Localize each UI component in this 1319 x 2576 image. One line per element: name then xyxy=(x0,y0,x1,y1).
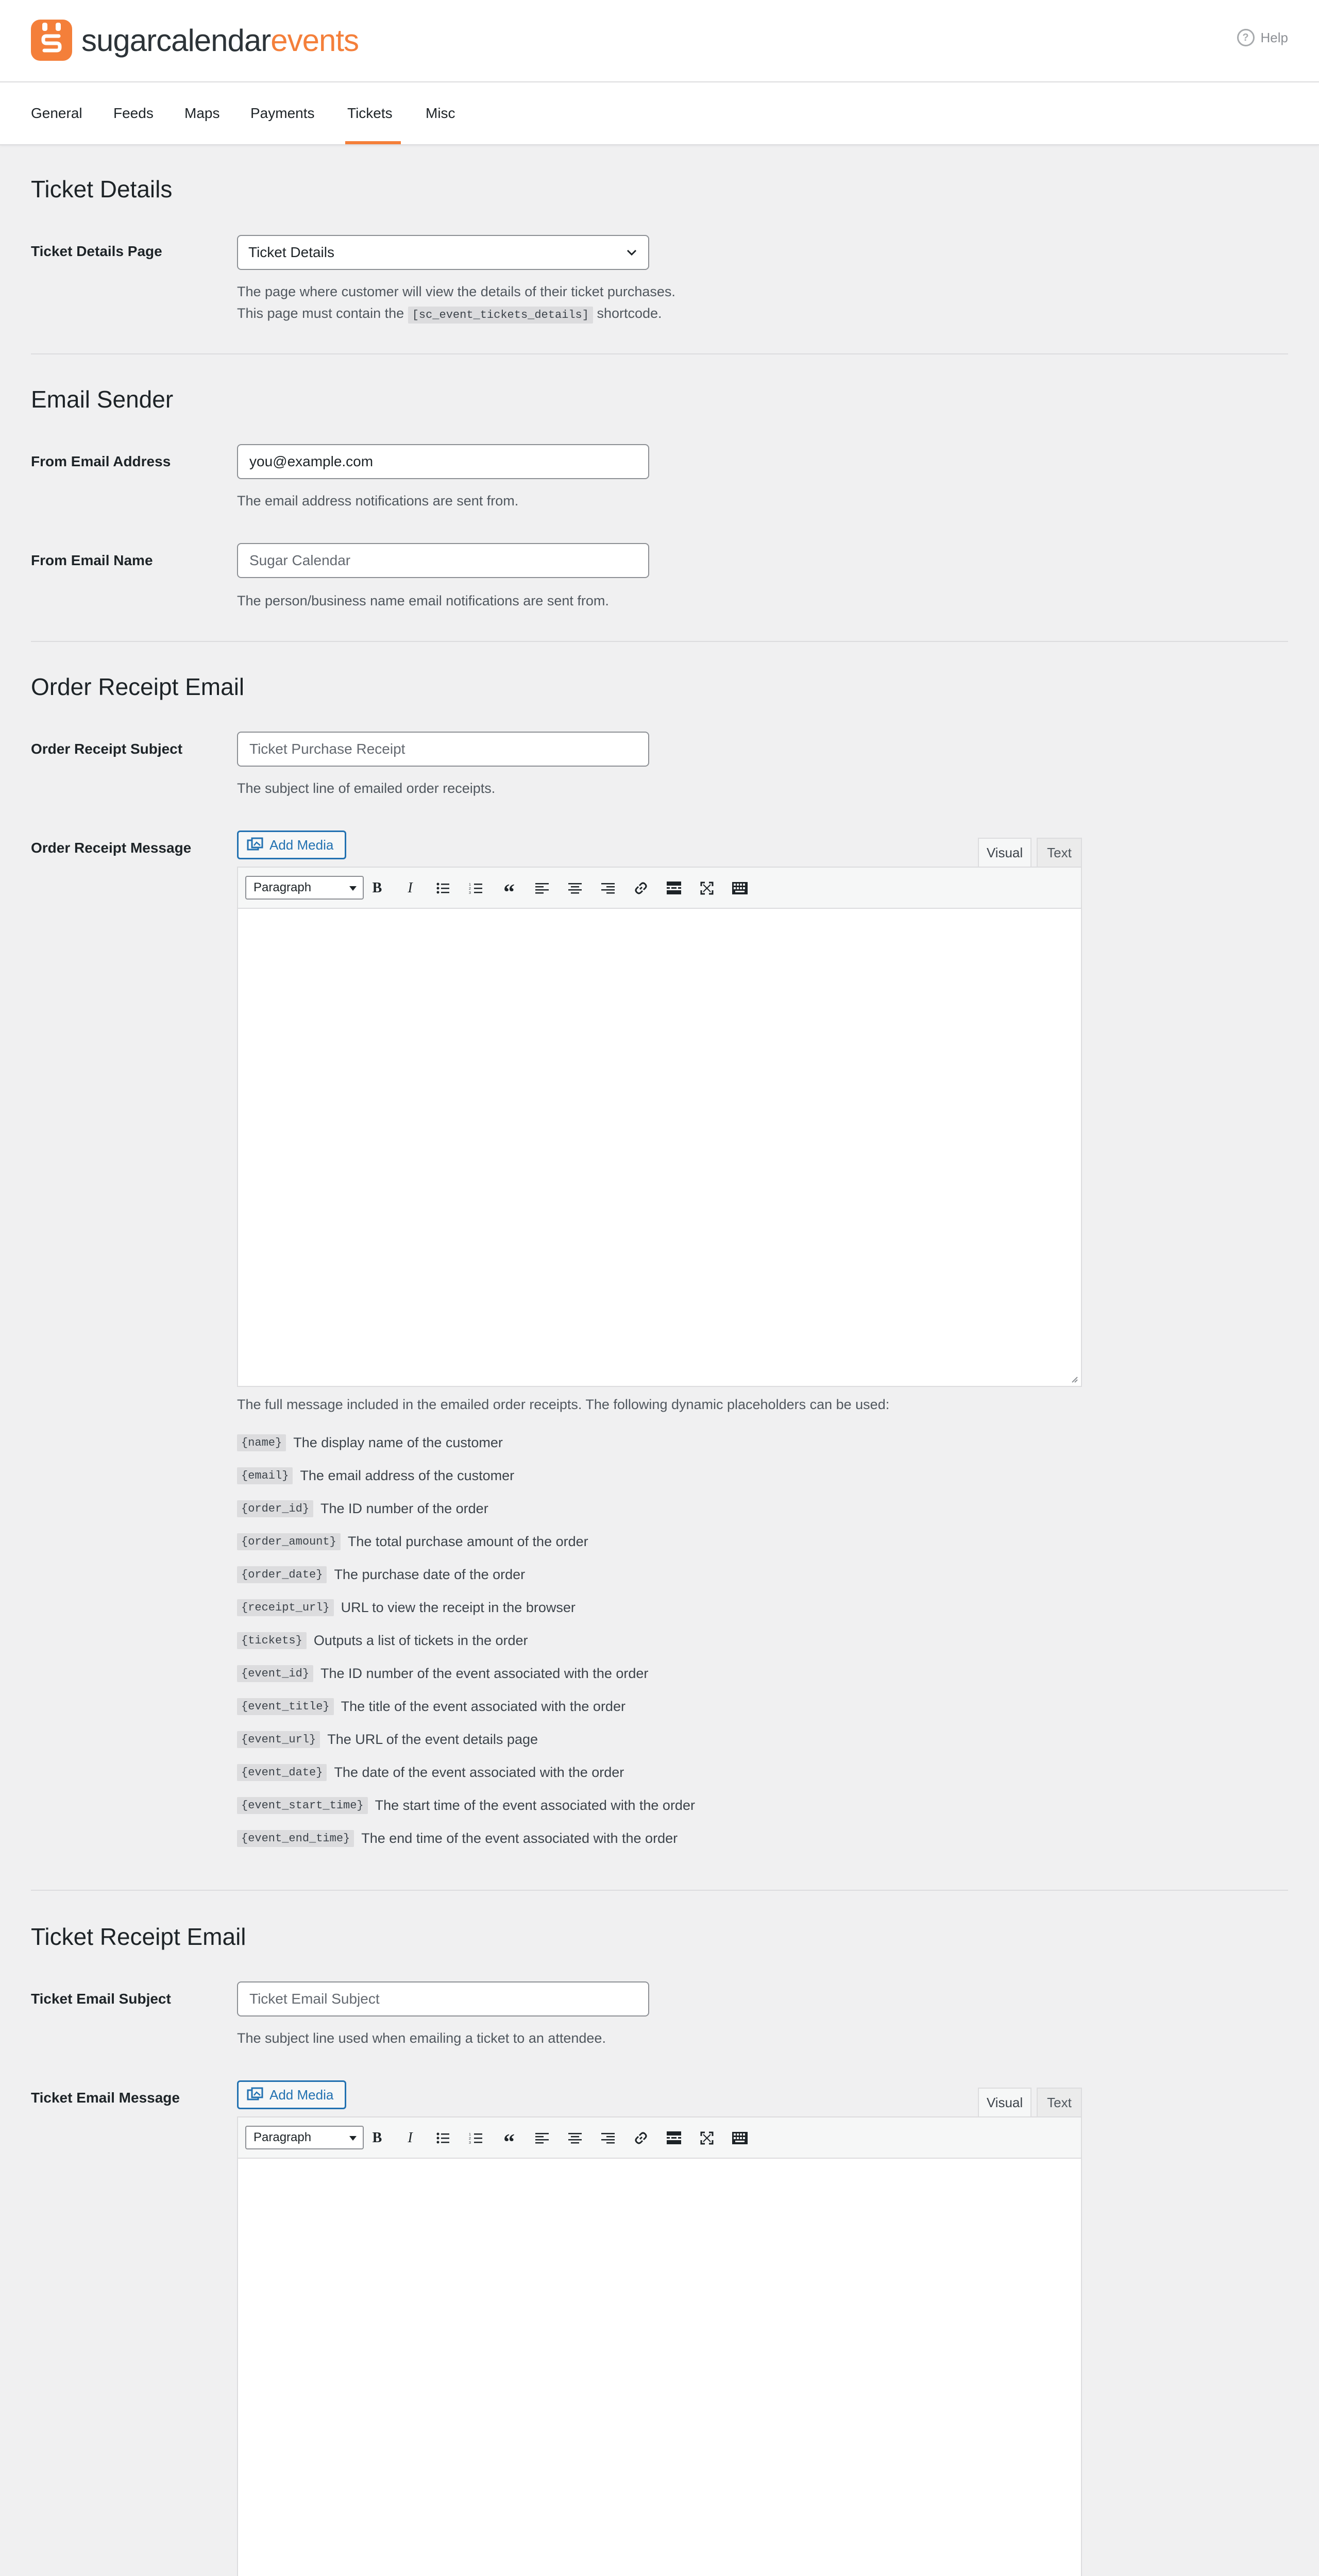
italic-icon[interactable]: I xyxy=(408,2130,413,2146)
placeholder-item xyxy=(237,1830,678,1847)
ticket-details-page-label: Ticket Details Page xyxy=(31,243,162,259)
placeholder-description: The ID number of the order xyxy=(320,1501,488,1516)
section-title-ticket-details: Ticket Details xyxy=(31,176,173,202)
placeholder-description: The total purchase amount of the order xyxy=(347,1534,588,1549)
placeholder-code: {order_date} xyxy=(237,1566,327,1583)
placeholder-description: The ID number of the event associated with the order xyxy=(320,1666,649,1681)
ticket-email-editor[interactable] xyxy=(237,2116,1082,2576)
toolbar-toggle-icon[interactable] xyxy=(731,879,749,897)
tab-tickets[interactable]: Tickets xyxy=(347,105,393,121)
placeholder-description: The purchase date of the order xyxy=(334,1567,526,1582)
placeholder-description: URL to view the receipt in the browser xyxy=(341,1600,576,1615)
from-email-name-label: From Email Name xyxy=(31,552,153,568)
placeholder-item xyxy=(237,1434,503,1451)
order-receipt-message-desc: The full message included in the emailed order receipts. The following dynamic placeholders can be used: xyxy=(237,1397,890,1412)
placeholder-item xyxy=(237,1500,488,1517)
logo[interactable] xyxy=(31,20,359,61)
settings-tabs xyxy=(0,82,1319,145)
format-select[interactable]: Paragraph xyxy=(245,2126,364,2149)
placeholder-item xyxy=(237,1599,576,1616)
placeholder-description: The date of the event associated with the order xyxy=(334,1765,624,1780)
divider xyxy=(31,641,1288,642)
shortcode: [sc_event_tickets_details] xyxy=(408,307,593,324)
svg-text:3: 3 xyxy=(469,891,471,894)
link-icon[interactable] xyxy=(632,2129,650,2147)
placeholder-code: {event_url} xyxy=(237,1731,320,1748)
bullet-list-icon[interactable] xyxy=(434,879,452,897)
header xyxy=(0,0,1319,82)
add-media-button[interactable]: Add Media xyxy=(237,831,346,859)
read-more-icon[interactable] xyxy=(665,879,683,897)
ticket-email-message-label: Ticket Email Message xyxy=(31,2090,180,2106)
svg-text:2: 2 xyxy=(469,887,471,891)
divider xyxy=(31,353,1288,354)
from-email-address-input[interactable]: you@example.com xyxy=(237,444,649,479)
help-label: Help xyxy=(1260,29,1288,45)
align-left-icon[interactable] xyxy=(533,2129,551,2147)
section-title-email-sender: Email Sender xyxy=(31,386,174,413)
add-media-icon xyxy=(247,837,263,853)
ticket-email-subject-input[interactable]: Ticket Email Subject xyxy=(237,1981,649,2016)
tab-maps[interactable]: Maps xyxy=(184,105,220,121)
placeholder-description: The email address of the customer xyxy=(300,1468,515,1483)
link-icon[interactable] xyxy=(632,879,650,897)
align-right-icon[interactable] xyxy=(599,2129,617,2147)
align-right-icon[interactable] xyxy=(599,879,617,897)
placeholder-code: {event_title} xyxy=(237,1698,334,1715)
tab-feeds[interactable]: Feeds xyxy=(113,105,154,121)
placeholder-item xyxy=(237,1566,525,1583)
bullet-list-icon[interactable] xyxy=(434,2129,452,2147)
placeholder-item xyxy=(237,1467,514,1484)
order-receipt-subject-desc: The subject line of emailed order receipts. xyxy=(237,781,496,796)
fullscreen-icon[interactable] xyxy=(698,879,716,897)
placeholder-description: The display name of the customer xyxy=(293,1435,503,1450)
placeholder-item xyxy=(237,1665,648,1682)
active-tab-indicator xyxy=(345,141,401,144)
order-receipt-editor[interactable] xyxy=(237,867,1082,1387)
from-email-address-desc: The email address notifications are sent from. xyxy=(237,493,519,509)
add-media-button[interactable]: Add Media xyxy=(237,2080,346,2109)
placeholder-code: {order_amount} xyxy=(237,1533,341,1550)
tab-text[interactable]: Text xyxy=(1037,2088,1082,2116)
ticket-email-subject-label: Ticket Email Subject xyxy=(31,1991,171,2007)
bold-icon[interactable]: B xyxy=(372,880,382,896)
from-email-name-desc: The person/business name email notifications are sent from. xyxy=(237,593,609,608)
divider xyxy=(31,1890,1288,1891)
placeholder-description: The URL of the event details page xyxy=(327,1732,538,1747)
placeholder-code: {receipt_url} xyxy=(237,1599,334,1616)
align-left-icon[interactable] xyxy=(533,879,551,897)
logo-wordmark: sugarcalendarevents xyxy=(81,23,359,58)
order-receipt-subject-label: Order Receipt Subject xyxy=(31,741,183,757)
editor-content-area[interactable] xyxy=(238,909,1081,1386)
placeholder-code: {event_end_time} xyxy=(237,1830,354,1847)
chevron-down-icon xyxy=(624,245,639,260)
ticket-details-page-value: Ticket Details xyxy=(248,244,335,260)
ticket-details-page-select[interactable] xyxy=(237,235,649,270)
section-title-order-receipt: Order Receipt Email xyxy=(31,673,245,700)
bold-icon[interactable]: B xyxy=(372,2130,382,2146)
order-receipt-subject-input[interactable]: Ticket Purchase Receipt xyxy=(237,732,649,767)
tab-misc[interactable]: Misc xyxy=(426,105,455,121)
align-center-icon[interactable] xyxy=(566,2129,584,2147)
svg-text:1: 1 xyxy=(469,2133,471,2137)
toolbar-toggle-icon[interactable] xyxy=(731,2129,749,2147)
placeholder-code: {event_start_time} xyxy=(237,1797,368,1814)
placeholder-code: {email} xyxy=(237,1467,293,1484)
placeholder-code: {order_id} xyxy=(237,1500,313,1517)
help-link[interactable] xyxy=(1237,29,1288,46)
placeholder-item xyxy=(237,1797,695,1814)
placeholder-item xyxy=(237,1731,538,1748)
ticket-details-desc-1: The page where customer will view the details of their ticket purchases. xyxy=(237,284,675,299)
placeholder-description: The start time of the event associated with the order xyxy=(375,1798,695,1813)
order-receipt-message-label: Order Receipt Message xyxy=(31,840,192,856)
help-icon: ? xyxy=(1237,29,1255,46)
tab-text[interactable]: Text xyxy=(1037,838,1082,867)
numbered-list-icon[interactable] xyxy=(467,2129,485,2147)
placeholder-code: {tickets} xyxy=(237,1632,307,1649)
blockquote-icon[interactable]: “ xyxy=(503,879,515,905)
read-more-icon[interactable] xyxy=(665,2129,683,2147)
placeholder-code: {event_id} xyxy=(237,1665,313,1682)
svg-text:3: 3 xyxy=(469,2141,471,2144)
numbered-list-icon[interactable] xyxy=(467,879,485,897)
placeholder-description: Outputs a list of tickets in the order xyxy=(313,1633,528,1648)
editor-toolbar xyxy=(238,2117,1081,2159)
calendar-logo-icon xyxy=(31,20,72,61)
placeholder-description: The end time of the event associated with the order xyxy=(361,1831,678,1846)
italic-icon[interactable]: I xyxy=(408,880,413,896)
section-title-ticket-receipt: Ticket Receipt Email xyxy=(31,1923,246,1950)
align-center-icon[interactable] xyxy=(566,879,584,897)
ticket-email-subject-desc: The subject line used when emailing a ticket to an attendee. xyxy=(237,2030,606,2046)
editor-toolbar xyxy=(238,868,1081,909)
placeholder-description: The title of the event associated with the order xyxy=(341,1699,625,1714)
placeholder-code: {name} xyxy=(237,1434,286,1451)
placeholder-item xyxy=(237,1533,588,1550)
add-media-icon xyxy=(247,2087,263,2103)
fullscreen-icon[interactable] xyxy=(698,2129,716,2147)
placeholder-item xyxy=(237,1698,625,1715)
placeholder-code: {event_date} xyxy=(237,1764,327,1781)
tab-general[interactable]: General xyxy=(31,105,82,121)
placeholder-item xyxy=(237,1764,624,1781)
tab-visual[interactable]: Visual xyxy=(978,2088,1031,2116)
ticket-details-desc-2: This page must contain the [sc_event_tickets_details] shortcode. xyxy=(237,303,662,326)
blockquote-icon[interactable]: “ xyxy=(503,2129,515,2155)
editor-content-area[interactable] xyxy=(238,2159,1081,2576)
placeholder-item xyxy=(237,1632,528,1649)
format-select[interactable]: Paragraph xyxy=(245,876,364,900)
from-email-name-input[interactable]: Sugar Calendar xyxy=(237,543,649,578)
svg-text:2: 2 xyxy=(469,2137,471,2141)
svg-text:1: 1 xyxy=(469,883,471,887)
resize-handle-icon[interactable] xyxy=(1070,1375,1078,1383)
tab-payments[interactable]: Payments xyxy=(250,105,315,121)
tab-visual[interactable]: Visual xyxy=(978,838,1031,867)
from-email-address-label: From Email Address xyxy=(31,453,171,469)
